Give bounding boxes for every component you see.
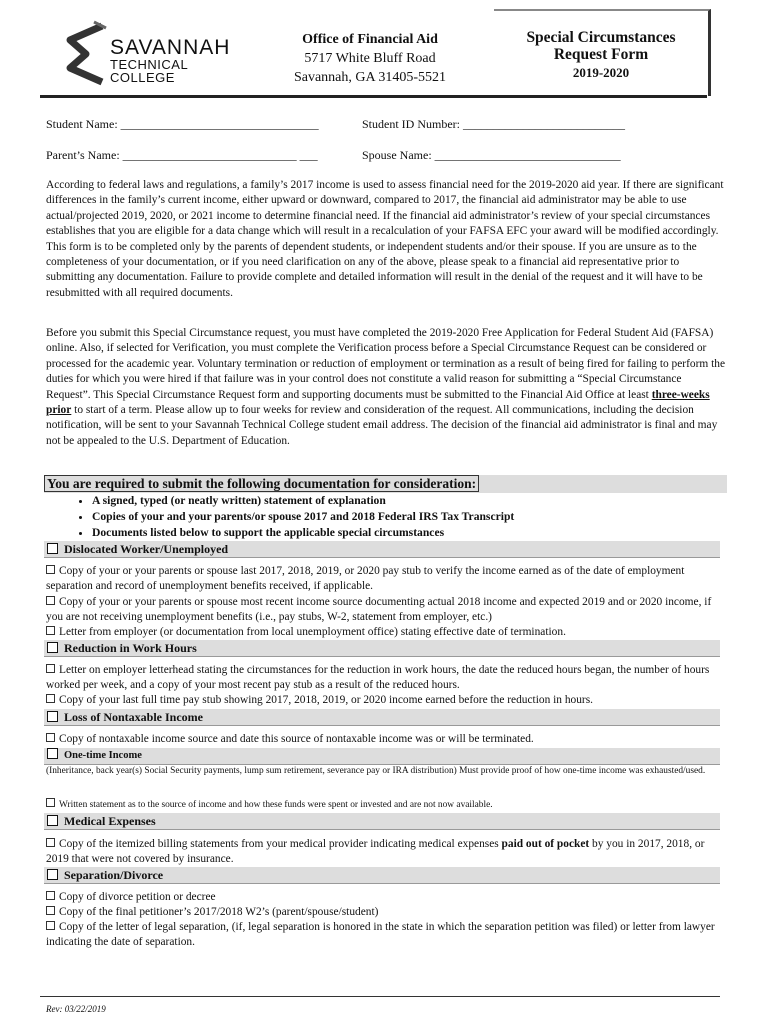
form-title-line1: Special Circumstances [526, 29, 676, 46]
item-checkbox[interactable] [46, 626, 55, 635]
item-text: Copy of the itemized billing statements from your medical provider indicating medical expenses [59, 838, 502, 850]
dislocated-item-2 [46, 595, 726, 626]
required-docs-heading-bar [44, 475, 727, 493]
item-checkbox[interactable] [46, 664, 55, 673]
section-one-time-income [44, 748, 720, 765]
paid-out-of-pocket-emphasis: paid out of pocket [501, 838, 590, 850]
required-docs-list [62, 493, 514, 541]
office-address-line2: Savannah, GA 31405-5521 [293, 70, 447, 85]
section-title: Medical Expenses [64, 814, 156, 828]
office-address-line1: 5717 White Bluff Road [304, 51, 436, 66]
item-checkbox[interactable] [46, 565, 55, 574]
item-text: Copy of your or your parents or spouse most recent income source documenting actual 2018 income and expected 2019 and or 2020 income, if you are not receiving unemployment benefits (i.e., pay stubs, W-2, statement from employer, etc.) [46, 596, 712, 624]
one-time-note: (Inheritance, back year(s) Social Security payments, lump sum retirement, severance pay or IRA distribution) Must provide proof of how one-time income was exhausted/used. [46, 766, 706, 776]
item-checkbox[interactable] [46, 798, 55, 807]
section-checkbox[interactable] [47, 815, 58, 826]
item-text: Copy of divorce petition or decree [59, 891, 216, 903]
reduction-item-1 [46, 663, 726, 694]
reduction-item-2 [46, 693, 726, 708]
student-id-field[interactable]: Student ID Number: ___________________________ [362, 117, 625, 131]
three-weeks-emphasis: three-weeks prior [46, 388, 710, 417]
revision-date: Rev: 03/22/2019 [46, 1004, 106, 1014]
item-text: Letter on employer letterhead stating the circumstances for the reduction in work hours, the date the reduced hours began, the number of hours worked per week, and a copy of your most recent pay stub as a result of the reduced hours. [46, 664, 710, 692]
item-checkbox[interactable] [46, 906, 55, 915]
item-checkbox[interactable] [46, 838, 55, 847]
section-title: Loss of Nontaxable Income [64, 710, 204, 724]
item-text: Copy of the final petitioner’s 2017/2018 W2’s (parent/spouse/student) [59, 906, 379, 918]
required-doc-item: • Copies of your and your parents/or spouse 2017 and 2018 Federal IRS Tax Transcript [92, 509, 514, 525]
section-dislocated-worker [44, 541, 720, 558]
form-title-box [494, 9, 711, 96]
dislocated-item-3 [46, 625, 726, 640]
logo-line1: SAVANNAH [110, 36, 231, 59]
header-divider [40, 95, 707, 98]
intro-paragraph: According to federal laws and regulations, a family’s 2017 income is used to assess financial need for the 2019-2020 aid year. If there are significant differences in the family’s current income, either upward or downward, compared to 2017, the financial aid administrator may be able to use actual/projected 2019, 2020, or 2021 income to determine financial need. If the financial aid administrator’s review of your special circumstances establishes that you are eligible for a data change which will result in a recalculation of your FAFSA EFC your award will be modified accordingly. This form is to be completed only by the parents of dependent students, or independent students and/or their spouse. If you are unsure as to the completeness of your documentation, or if you need clarification on any of the above, please speak to a financial aid representative prior to submitting any documentation. Failure to provide complete and detailed information will result in the denial of the request and it will have to be resubmitted with all required documents. [46, 179, 724, 299]
separation-item-2 [46, 905, 726, 920]
section-title: One-time Income [64, 750, 142, 761]
item-checkbox[interactable] [46, 596, 55, 605]
form-year: 2019-2020 [572, 65, 630, 80]
spouse-name-field[interactable]: Spouse Name: _______________________________ [362, 148, 621, 162]
section-checkbox[interactable] [47, 748, 58, 759]
section-title: Separation/Divorce [64, 868, 164, 882]
section-checkbox[interactable] [47, 642, 58, 653]
required-doc-item: • A signed, typed (or neatly written) statement of explanation [92, 493, 514, 509]
item-text: Copy of your last full time pay stub showing 2017, 2018, 2019, or 2020 income earned before the reduction in hours. [59, 694, 593, 706]
section-medical-expenses [44, 813, 720, 830]
before-submit-paragraph [46, 326, 726, 449]
section-separation-divorce [44, 867, 720, 884]
section-checkbox[interactable] [47, 869, 58, 880]
item-text: by you in 2017, 2018, or 2019 that were not covered by insurance. [46, 838, 705, 866]
paragraph2-part1: Before you submit this Special Circumstance request, you must have completed the 2019-2020 Free Application for Federal Student Aid (FAFSA) online. Also, if selected for Verification, you must complete the Verification process before a Special Circumstance Request can be considered or processed for the academic year. Voluntary termination or reduction of employment or termination as a result of being fired for failing to perform the duties for which you were hired if that failure was in your control does not constitute a valid reason for submitting a “Special Circumstance Request”. This Special Circumstance Request form and supporting documents must be submitted to the Financial Aid Office at least [46, 327, 725, 401]
medical-item-1 [46, 837, 726, 868]
section-checkbox[interactable] [47, 711, 58, 722]
required-docs-heading: You are required to submit the following documentation for consideration: [44, 475, 479, 492]
separation-item-1 [46, 890, 726, 905]
college-logo-mark [62, 18, 110, 96]
logo-line2: TECHNICAL COLLEGE [110, 57, 188, 85]
parents-name-field[interactable]: Parent’s Name: _____________________________ ___ [46, 148, 318, 162]
office-title: Office of Financial Aid [302, 32, 438, 47]
form-title-line2: Request Form [553, 46, 649, 63]
separation-item-3 [46, 920, 726, 951]
item-text: Letter from employer (or documentation from local unemployment office) stating effective date of termination. [59, 626, 566, 638]
college-logo [62, 14, 252, 98]
footer-divider [40, 996, 720, 997]
item-checkbox[interactable] [46, 694, 55, 703]
item-checkbox[interactable] [46, 921, 55, 930]
section-checkbox[interactable] [47, 543, 58, 554]
section-title: Reduction in Work Hours [64, 641, 197, 655]
item-text: Written statement as to the source of income and how these funds were spent or invested and are not now available. [59, 800, 493, 810]
nontaxable-item-1 [46, 732, 726, 747]
item-text: Copy of your or your parents or spouse last 2017, 2018, 2019, or 2020 pay stub to verify the income earned as of the date of employment separation and record of unemployment benefits received, if applicable. [46, 565, 685, 593]
item-text: Copy of the letter of legal separation, (if, legal separation is honored in the state in which the separation petition was filed) or letter from lawyer indicating the date of separation. [46, 921, 715, 949]
section-title: Dislocated Worker/Unemployed [64, 542, 229, 556]
dislocated-item-1 [46, 564, 726, 595]
one-time-item-1 [46, 798, 726, 812]
office-info [270, 30, 470, 87]
required-doc-item: • Documents listed below to support the applicable special circumstances [92, 525, 514, 541]
item-checkbox[interactable] [46, 733, 55, 742]
item-text: Copy of nontaxable income source and date this source of nontaxable income was or will be terminated. [59, 733, 534, 745]
paragraph2-part3: to start of a term. Please allow up to four weeks for review and consideration of the request. All communications, including the decision notification, will be sent to your Savannah Technical College student email address. The decision of the financial aid administrator is final and may not be appealed to the U.S. Department of Education. [46, 404, 718, 447]
student-name-field[interactable]: Student Name: _________________________________ [46, 117, 319, 131]
section-nontaxable-income [44, 709, 720, 726]
section-reduction-work-hours [44, 640, 720, 657]
item-checkbox[interactable] [46, 891, 55, 900]
